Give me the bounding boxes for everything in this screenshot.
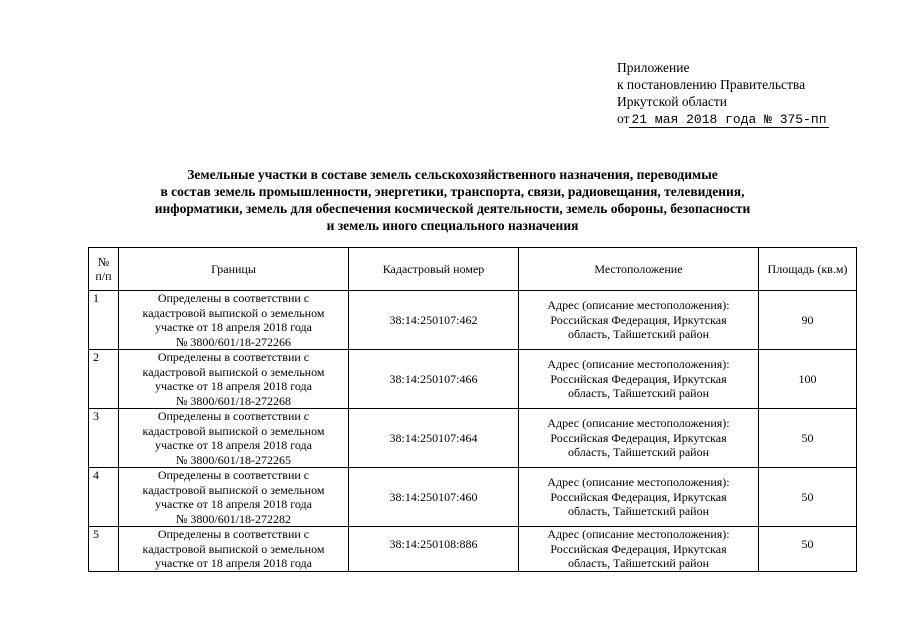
title-line-3: информатики, земель для обеспечения космической деятельности, земель обороны, безопасности — [154, 201, 751, 216]
bounds-line: кадастровой выпиской о земельном — [142, 364, 325, 379]
cell-num: 4 — [89, 468, 119, 527]
cell-cadastral: 38:14:250107:462 — [349, 291, 519, 350]
appendix-date-prefix: от — [617, 111, 630, 126]
appendix-header — [617, 59, 829, 128]
cell-cadastral: 38:14:250107:460 — [349, 468, 519, 527]
appendix-line-1: Приложение — [617, 60, 690, 75]
location-line: область, Тайшетский район — [567, 556, 710, 570]
title-line-2: в состав земель промышленности, энергетики, транспорта, связи, радиовещания, телевидения, — [160, 184, 745, 199]
cell-location — [519, 409, 759, 468]
location-line: область, Тайшетский район — [567, 445, 710, 460]
header-location: Местоположение — [519, 248, 759, 291]
bounds-line: кадастровой выпиской о земельном — [142, 305, 325, 320]
appendix-line-3: Иркутской области — [617, 94, 728, 109]
header-cadastral: Кадастровый номер — [349, 248, 519, 291]
document-title — [60, 166, 845, 234]
cell-area: 100 — [759, 350, 857, 409]
cell-bounds — [119, 527, 349, 572]
bounds-line: кадастровой выпиской о земельном — [142, 541, 325, 556]
cell-cadastral: 38:14:250107:466 — [349, 350, 519, 409]
location-line: Российская Федерация, Иркутская — [550, 371, 727, 386]
location-line: Адрес (описание местоположения): — [547, 357, 730, 372]
cell-bounds — [119, 409, 349, 468]
header-num — [89, 248, 119, 291]
bounds-line: кадастровой выпиской о земельном — [142, 423, 325, 438]
table-row — [89, 350, 857, 409]
bounds-line: участке от 18 апреля 2018 года — [154, 497, 312, 511]
table-row — [89, 409, 857, 468]
bounds-line: участке от 18 апреля 2018 года — [154, 438, 312, 452]
bounds-line: Определены в соответствии с — [157, 527, 310, 541]
appendix-line-2: к постановлению Правительства — [617, 77, 806, 92]
cell-bounds — [119, 350, 349, 409]
cell-num: 3 — [89, 409, 119, 468]
title-line-1: Земельные участки в составе земель сельскохозяйственного назначения, переводимые — [187, 167, 718, 182]
bounds-line: № 3800/601/18-272265 — [175, 452, 292, 467]
location-line: Российская Федерация, Иркутская — [550, 541, 727, 556]
location-line: Адрес (описание местоположения): — [547, 527, 730, 541]
cell-cadastral: 38:14:250108:886 — [349, 527, 519, 572]
cell-area: 90 — [759, 291, 857, 350]
bounds-line: кадастровой выпиской о земельном — [142, 482, 325, 497]
bounds-line: № 3800/601/18-272282 — [175, 511, 292, 526]
cell-location — [519, 291, 759, 350]
location-line: Адрес (описание местоположения): — [547, 298, 730, 313]
location-line: область, Тайшетский район — [567, 504, 710, 519]
bounds-line: Определены в соответствии с — [157, 291, 310, 305]
cell-num: 5 — [89, 527, 119, 572]
table-row — [89, 527, 857, 572]
table-body — [89, 291, 857, 572]
cell-location — [519, 527, 759, 572]
bounds-line: Определены в соответствии с — [157, 350, 310, 364]
location-line: область, Тайшетский район — [567, 386, 710, 401]
bounds-line: Определены в соответствии с — [157, 409, 310, 423]
cell-location — [519, 468, 759, 527]
title-line-4: и земель иного специального назначения — [326, 218, 579, 233]
bounds-line: участке от 18 апреля 2018 года — [154, 379, 312, 393]
location-line: область, Тайшетский район — [567, 327, 710, 342]
cell-area: 50 — [759, 527, 857, 572]
appendix-date-value: 21 мая 2018 года № 375-пп — [631, 112, 827, 127]
location-line: Адрес (описание местоположения): — [547, 416, 730, 431]
bounds-line: Определены в соответствии с — [157, 468, 310, 482]
cell-area: 50 — [759, 468, 857, 527]
header-bounds: Границы — [119, 248, 349, 291]
bounds-line: участке от 18 апреля 2018 года — [154, 320, 312, 334]
cell-area: 50 — [759, 409, 857, 468]
location-line: Российская Федерация, Иркутская — [550, 430, 727, 445]
location-line: Российская Федерация, Иркутская — [550, 312, 727, 327]
location-line: Адрес (описание местоположения): — [547, 475, 730, 490]
table-header-row — [89, 248, 857, 291]
header-area: Площадь (кв.м) — [759, 248, 857, 291]
land-plots-table — [88, 247, 857, 572]
header-num-line-2: п/п — [95, 269, 112, 283]
cell-bounds — [119, 468, 349, 527]
cell-cadastral: 38:14:250107:464 — [349, 409, 519, 468]
cell-location — [519, 350, 759, 409]
table-row — [89, 468, 857, 527]
header-num-line-1: № — [97, 254, 110, 269]
appendix-date-line — [617, 110, 829, 128]
bounds-line: № 3800/601/18-272268 — [175, 393, 292, 408]
cell-num: 1 — [89, 291, 119, 350]
cell-bounds — [119, 291, 349, 350]
location-line: Российская Федерация, Иркутская — [550, 489, 727, 504]
bounds-line: № 3800/601/18-272266 — [175, 334, 292, 349]
cell-num: 2 — [89, 350, 119, 409]
table-row — [89, 291, 857, 350]
bounds-line: участке от 18 апреля 2018 года — [154, 556, 312, 570]
